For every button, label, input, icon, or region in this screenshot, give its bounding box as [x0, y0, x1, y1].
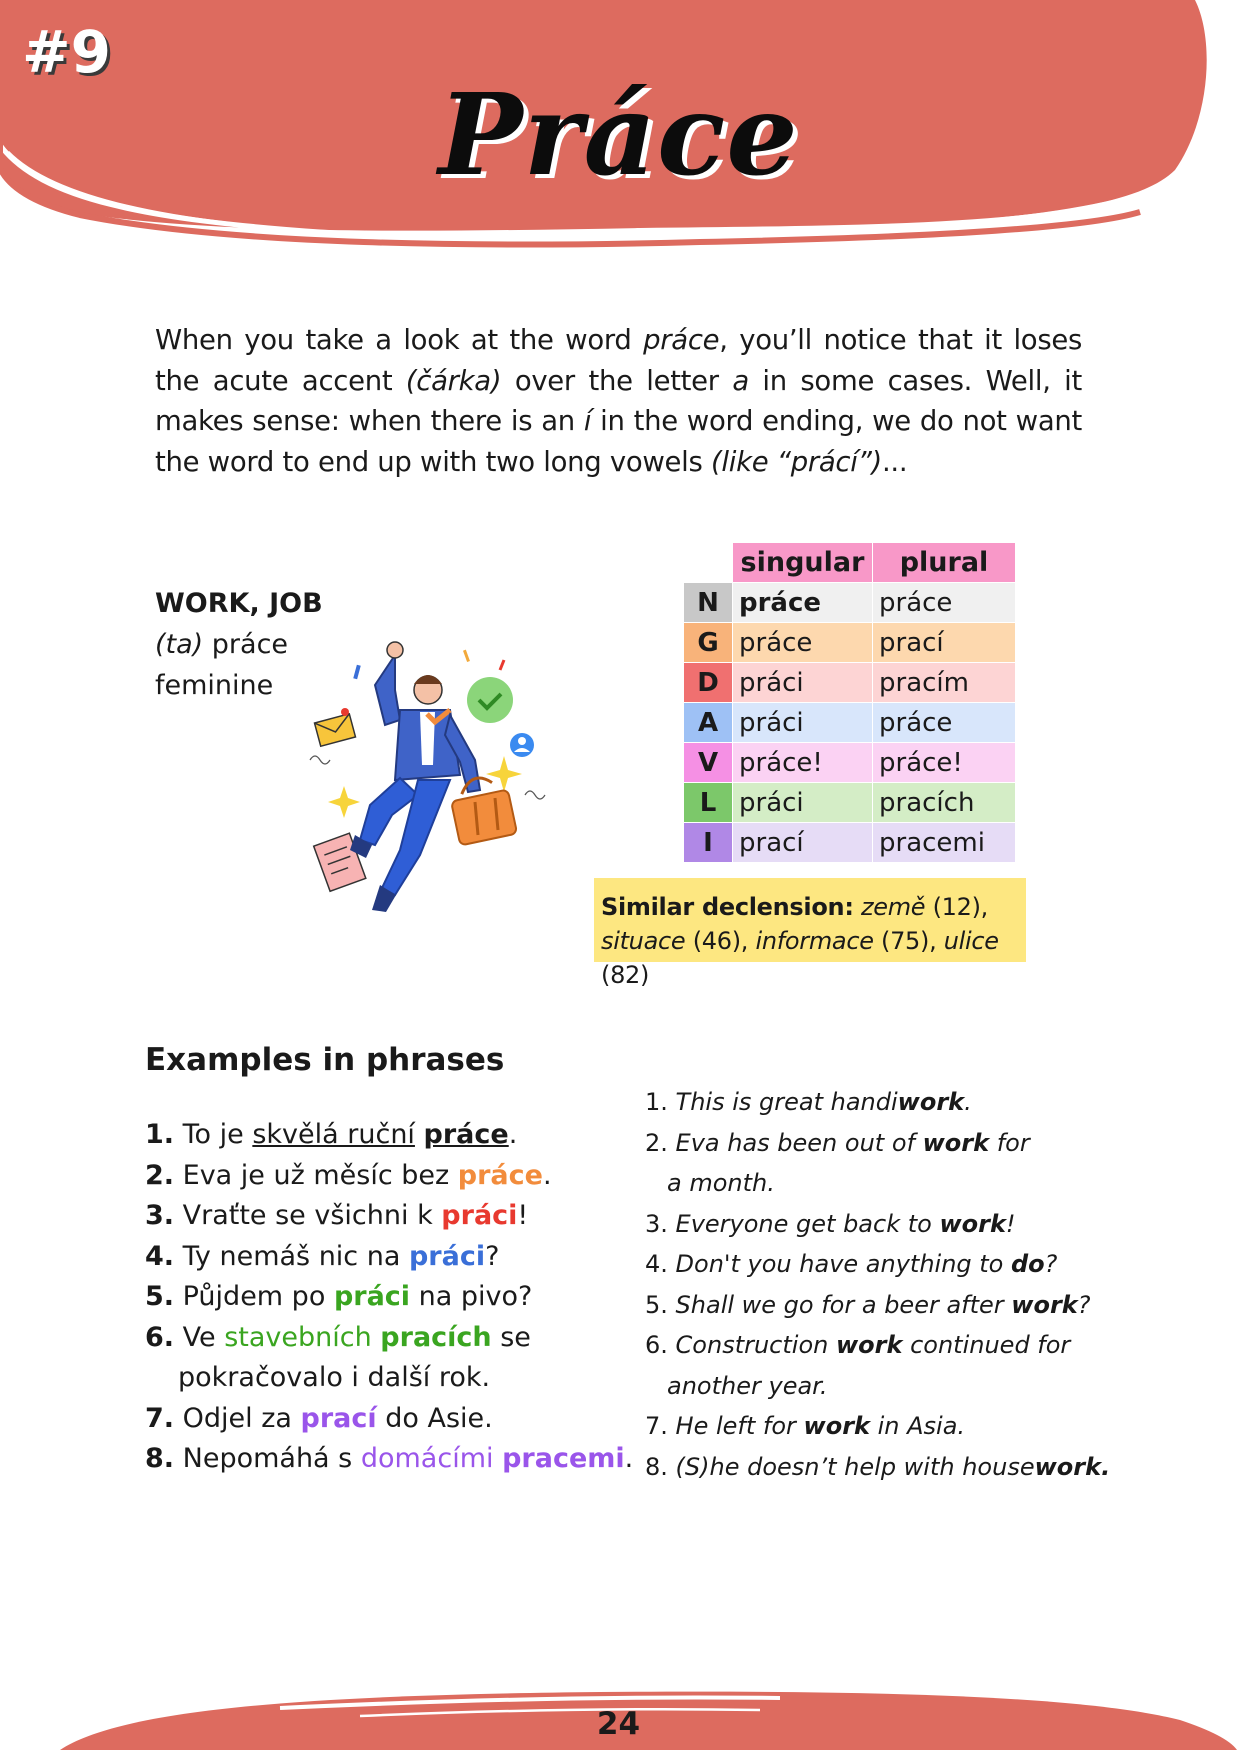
case-label: A — [684, 703, 733, 743]
list-item-continued: another year. — [667, 1371, 828, 1400]
list-item: 3. Vraťte se všichni k práci! — [145, 1200, 529, 1231]
list-item: 5. Shall we go for a beer after work? — [645, 1290, 1091, 1319]
word-czech: (ta) práce — [155, 629, 289, 660]
case-label: G — [684, 623, 733, 663]
list-item: 4. Don't you have anything to do? — [645, 1250, 1058, 1278]
intro-paragraph: When you take a look at the word práce, you’ll notice that it loses the acute accent (čárka) over the letter a in some cases. Well, it makes sense: when there is an í in the word ending, we do not want the word to end up with two long vowels (like “prácí”)... — [155, 324, 1082, 478]
list-item: 7. He left for work in Asia. — [645, 1412, 966, 1440]
list-item: 4. Ty nemáš nic na práci? — [145, 1240, 500, 1272]
word-info — [155, 583, 323, 706]
list-item: 6. Ve stavebních pracích se — [145, 1321, 531, 1353]
czech-examples-list — [145, 1115, 633, 1480]
singular-cell: práce — [733, 623, 873, 663]
plural-cell: práce — [873, 583, 1016, 623]
singular-cell: práci — [733, 783, 873, 823]
plural-cell: pracích — [873, 783, 1016, 823]
headword: WORK, JOB — [155, 588, 323, 619]
plural-cell: pracemi — [873, 823, 1016, 863]
table-row — [684, 623, 1016, 663]
list-item: 8. (S)he doesn’t help with housework. — [645, 1452, 1111, 1481]
singular-cell: práci — [733, 663, 873, 703]
table-row — [684, 743, 1016, 783]
page-title: Práce — [438, 70, 799, 201]
list-item: 6. Construction work continued for — [645, 1331, 1071, 1359]
list-item: 1. To je skvělá ruční práce. — [145, 1119, 518, 1150]
table-row — [684, 823, 1016, 863]
table-row — [684, 703, 1016, 743]
page-number: 24 — [596, 1706, 641, 1742]
list-item-continued: pokračovalo i další rok. — [178, 1362, 491, 1393]
similar-declension-note: Similar declension: země (12), situace (46), informace (75), ulice (82) — [594, 878, 1026, 962]
plural-cell: práce! — [873, 743, 1016, 783]
singular-cell: práce — [733, 583, 873, 623]
list-item: 7. Odjel za prací do Asie. — [145, 1402, 493, 1434]
case-label: V — [684, 743, 733, 783]
table-row — [684, 583, 1016, 623]
list-item: 3. Everyone get back to work! — [645, 1209, 1016, 1238]
list-item: 8. Nepomáhá s domácími pracemi. — [145, 1443, 634, 1474]
table-row — [684, 663, 1016, 703]
list-item-continued: a month. — [667, 1169, 775, 1197]
table-row — [684, 783, 1016, 823]
plural-cell: práce — [873, 703, 1016, 743]
chapter-badge: #9 — [22, 18, 111, 86]
list-item: 2. Eva je už měsíc bez práce. — [145, 1159, 552, 1191]
case-label: I — [684, 823, 733, 863]
examples-title: Examples in phrases — [145, 1042, 505, 1078]
plural-cell: prací — [873, 623, 1016, 663]
header-plural: plural — [873, 543, 1016, 583]
table-corner — [684, 543, 733, 583]
declension-table — [683, 542, 1016, 863]
list-item: 5. Půjdem po práci na pivo? — [145, 1281, 533, 1312]
singular-cell: prací — [733, 823, 873, 863]
list-item: 2. Eva has been out of work for — [645, 1128, 1030, 1157]
header-singular: singular — [733, 543, 873, 583]
case-label: D — [684, 663, 733, 703]
singular-cell: práce! — [733, 743, 873, 783]
plural-cell: pracím — [873, 663, 1016, 703]
worker-illustration — [300, 630, 550, 920]
singular-cell: práci — [733, 703, 873, 743]
english-translations-list — [645, 1082, 1110, 1487]
list-item: 1. This is great handiwork. — [645, 1088, 972, 1116]
table-header-row — [684, 543, 1016, 583]
word-gender: feminine — [155, 670, 274, 701]
case-label: N — [684, 583, 733, 623]
case-label: L — [684, 783, 733, 823]
